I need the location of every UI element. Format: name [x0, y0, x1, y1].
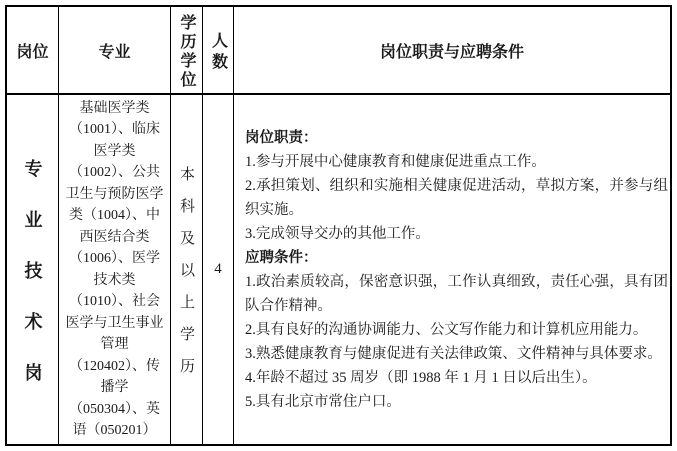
requirement-item: 4.年龄不超过 35 周岁（即 1988 年 1 月 1 日以后出生）。: [245, 369, 597, 386]
requirement-item: 1.政治素质较高，保密意识强，工作认真细致，责任心强，具有团队合作精神。: [245, 273, 668, 314]
cell-headcount: [203, 95, 234, 444]
duty-item: 1.参与开展中心健康教育和健康促进重点工作。: [245, 153, 546, 170]
header-details-label: 岗位职责与应聘条件: [379, 43, 524, 61]
requirement-item: 2.具有良好的沟通协调能力、公文写作能力和计算机应用能力。: [245, 321, 648, 338]
recruitment-table: [5, 5, 672, 446]
cell-majors: [59, 95, 171, 444]
requirement-item: 3.熟悉健康教育与健康促进有关法律政策、文件精神与具体要求。: [245, 345, 662, 362]
duty-item: 2.承担策划、组织和实施相关健康促进活动，草拟方案，并参与组织实施。: [245, 177, 668, 218]
position-value: 专业技术岗: [22, 158, 43, 414]
requirement-item: 5.具有北京市常住户口。: [245, 393, 401, 410]
education-value: 本科及以上学历: [178, 166, 194, 390]
majors-value: 基础医学类（1001）、临床医学类（1002）、公共卫生与预防医学类（1004）、中西医结合类（1006）、医学技术类（1010）、社会医学与卫生事业管理（120402）、传播学（050304）、英语（050201）: [65, 100, 164, 438]
header-headcount-label: 人数: [209, 31, 227, 74]
header-major: [59, 7, 171, 95]
requirements-heading: 应聘条件：: [245, 249, 318, 266]
duty-item: 3.完成领导交办的其他工作。: [245, 225, 430, 242]
header-education: [171, 7, 203, 95]
header-education-label: 学历学位: [178, 13, 195, 90]
header-details: [234, 7, 670, 95]
cell-education: [171, 95, 203, 444]
header-position: [7, 7, 59, 95]
cell-position: [7, 95, 59, 444]
header-headcount: [203, 7, 234, 95]
header-position-label: 岗位: [16, 43, 49, 61]
cell-details: [234, 95, 670, 444]
headcount-value: 4: [214, 261, 222, 277]
header-major-label: 专业: [98, 43, 131, 61]
duties-heading: 岗位职责：: [245, 129, 318, 146]
